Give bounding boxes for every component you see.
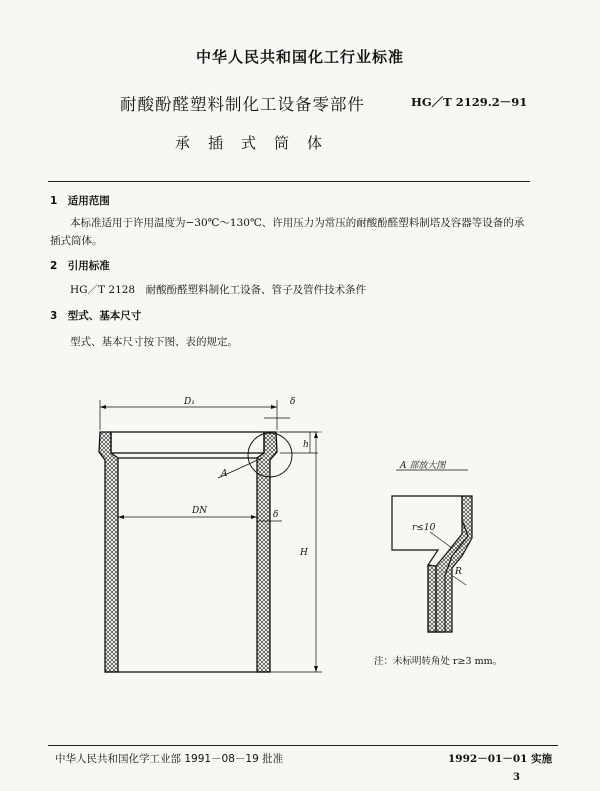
- footer-rule: [48, 745, 558, 746]
- document-title: 耐酸酚醛塑料制化工设备零部件: [120, 95, 365, 114]
- detail-r-label: r≤10: [412, 523, 436, 533]
- height-label: H: [300, 548, 308, 558]
- d1-label: D₁: [184, 397, 195, 407]
- document-subtitle: 承插式筒体: [175, 134, 341, 152]
- dn-label: DN: [192, 506, 208, 516]
- section-2-text: HG／T 2128 耐酸酚醛塑料制化工设备、管子及管件技术条件: [70, 284, 367, 296]
- standard-number: HG／T 2129.2－91: [411, 95, 528, 109]
- approval-line: 中华人民共和国化学工业部 1991－08－19 批准: [55, 753, 284, 765]
- h-label: h: [303, 440, 309, 450]
- detail-big-r-label: R: [455, 567, 462, 577]
- delta-top-label: δ: [290, 397, 296, 407]
- socket-band: [111, 432, 264, 453]
- cylinder-body: [99, 432, 277, 672]
- section-1-text: 本标准适用于许用温度为−30℃～130℃、许用压力为常压的耐酸酚醛塑料制塔及容器等设备的承插式筒体。: [50, 217, 525, 247]
- detail-a-title: A 部放大图: [400, 461, 446, 471]
- implementation-date: 1992－01－01 实施: [448, 753, 553, 765]
- detail-a-view: [392, 496, 472, 632]
- section-3-text: 型式、基本尺寸按下图、表的规定。: [70, 336, 238, 348]
- page-number: 3: [513, 772, 520, 783]
- drawing-note: 注：未标明转角处 r≥3 mm。: [374, 656, 503, 667]
- section-2-heading: 2 引用标准: [50, 260, 110, 272]
- delta-side-label: δ: [273, 510, 279, 520]
- a-label: A: [221, 469, 228, 479]
- section-1-heading: 1 适用范围: [50, 195, 110, 207]
- org-standard-header: 中华人民共和国化工行业标准: [195, 48, 404, 66]
- section-3-heading: 3 型式、基本尺寸: [50, 310, 142, 322]
